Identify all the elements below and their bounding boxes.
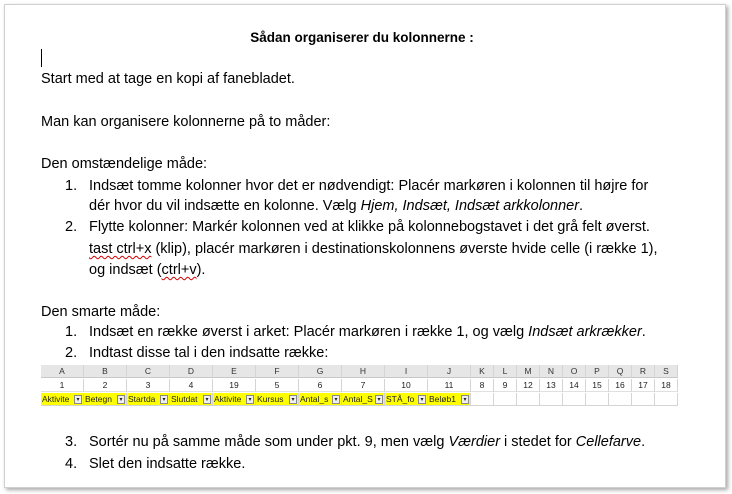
empty-cell [655,393,678,406]
filter-row [41,393,678,406]
empty-cell [609,393,632,406]
column-header-r: R [632,365,655,378]
sort-number-cell: 14 [563,379,586,392]
sort-number-cell: 1 [41,379,84,392]
filter-header-cell [385,393,428,406]
filter-dropdown-icon[interactable]: ▾ [418,395,426,404]
filter-dropdown-icon[interactable]: ▾ [246,395,254,404]
list-item-text: Indsæt en række øverst i arket: Placér markøren i række 1, og vælg Indsæt arkrækker. [89,324,646,340]
sort-number-cell: 8 [471,379,494,392]
column-header-j: J [428,365,471,378]
sort-number-cell: 5 [256,379,299,392]
sort-number-cell: 6 [299,379,342,392]
column-header-m: M [517,365,540,378]
filter-header-label: Antal_S [343,394,373,404]
filter-header-label: Betegn [85,394,112,404]
filter-header-label: Aktivite [42,394,70,404]
empty-cell [632,393,655,406]
list-number: 2. [65,345,78,361]
filter-header-cell [170,393,213,406]
document-page [4,4,726,488]
intro-paragraph: Start med at tage en kopi af fanebladet. [41,71,295,87]
empty-cell [586,393,609,406]
list-number: 4. [65,456,78,472]
empty-cell [471,393,494,406]
sort-number-cell: 19 [213,379,256,392]
filter-dropdown-icon[interactable]: ▾ [332,395,340,404]
section1-heading: Den omstændelige måde: [41,156,208,172]
column-header-q: Q [609,365,632,378]
list-number: 1. [65,178,78,194]
column-header-k: K [471,365,494,378]
list-item-text: Indtast disse tal i den indsatte række: [89,345,329,361]
column-header-p: P [586,365,609,378]
filter-header-label: Antal_s [300,394,329,404]
filter-header-cell [256,393,299,406]
filter-header-label: Startda [128,394,156,404]
column-header-f: F [256,365,299,378]
filter-dropdown-icon[interactable]: ▾ [117,395,125,404]
spell-error: tast ctrl+x [89,241,152,257]
list-item-text: dér hvor du vil indsætte en kolonne. Vælg Hjem, Indsæt, Indsæt arkkolonner. [89,198,584,214]
list-item-text: Flytte kolonner: Markér kolonnen ved at klikke på kolonnebogstavet i det grå felt øverst. [89,219,650,235]
column-header-g: G [299,365,342,378]
filter-dropdown-icon[interactable]: ▾ [160,395,168,404]
sort-number-cell: 2 [84,379,127,392]
column-header-a: A [41,365,84,378]
filter-header-label: Beløb1 [429,394,456,404]
sort-number-cell: 3 [127,379,170,392]
sort-number-cell: 11 [428,379,471,392]
empty-cell [540,393,563,406]
filter-header-cell [213,393,256,406]
column-header-e: E [213,365,256,378]
list-item-text: Slet den indsatte række. [89,456,246,472]
filter-header-label: Slutdat [171,394,198,404]
filter-header-label: Kursus [257,394,284,404]
column-header-c: C [127,365,170,378]
list-item-text: Sortér nu på samme måde som under pkt. 9, men vælg Værdier i stedet for Cellefarve. [89,434,646,450]
spell-error: ctrl+v [161,262,197,278]
filter-dropdown-icon[interactable]: ▾ [375,395,383,404]
list-item-text: og indsæt (ctrl+v). [89,262,206,278]
sort-number-cell: 9 [494,379,517,392]
list-number: 3. [65,434,78,450]
filter-header-cell [127,393,170,406]
list-number: 2. [65,219,78,235]
section2-heading: Den smarte måde: [41,304,161,320]
sort-number-cell: 4 [170,379,213,392]
filter-header-cell [84,393,127,406]
empty-cell [517,393,540,406]
column-header-row [41,365,678,378]
column-header-h: H [342,365,385,378]
empty-cell [494,393,517,406]
filter-dropdown-icon[interactable]: ▾ [203,395,211,404]
menu-path: Hjem, Indsæt, Indsæt arkkolonner [360,198,580,214]
list-item-text: tast ctrl+x (klip), placér markøren i destinationskolonnens øverste hvide celle (i række 1), [89,241,658,257]
text-cursor [41,49,42,67]
sort-number-cell: 17 [632,379,655,392]
sort-number-cell: 12 [517,379,540,392]
column-header-n: N [540,365,563,378]
filter-dropdown-icon[interactable]: ▾ [74,395,82,404]
sort-number-cell: 7 [342,379,385,392]
list-item-text: Indsæt tomme kolonner hvor det er nødvendigt: Placér markøren i kolonnen til højre for [89,178,649,194]
filter-dropdown-icon[interactable]: ▾ [289,395,297,404]
list-number: 1. [65,324,78,340]
column-header-b: B [84,365,127,378]
filter-header-cell [299,393,342,406]
column-header-d: D [170,365,213,378]
sort-number-cell: 18 [655,379,678,392]
filter-header-cell [41,393,84,406]
document-title: Sådan organiserer du kolonnerne : [250,30,474,45]
column-header-l: L [494,365,517,378]
spreadsheet-snippet [41,365,684,407]
number-row [41,379,678,392]
sort-number-cell: 16 [609,379,632,392]
column-header-s: S [655,365,678,378]
filter-header-label: STÅ_fo [386,394,415,404]
sort-number-cell: 15 [586,379,609,392]
empty-cell [563,393,586,406]
column-header-o: O [563,365,586,378]
filter-header-cell [428,393,471,406]
filter-dropdown-icon[interactable]: ▾ [461,395,469,404]
ways-paragraph: Man kan organisere kolonnerne på to måder: [41,114,331,130]
filter-header-label: Aktivite [214,394,242,404]
filter-header-cell [342,393,385,406]
column-header-i: I [385,365,428,378]
sort-number-cell: 10 [385,379,428,392]
sort-number-cell: 13 [540,379,563,392]
